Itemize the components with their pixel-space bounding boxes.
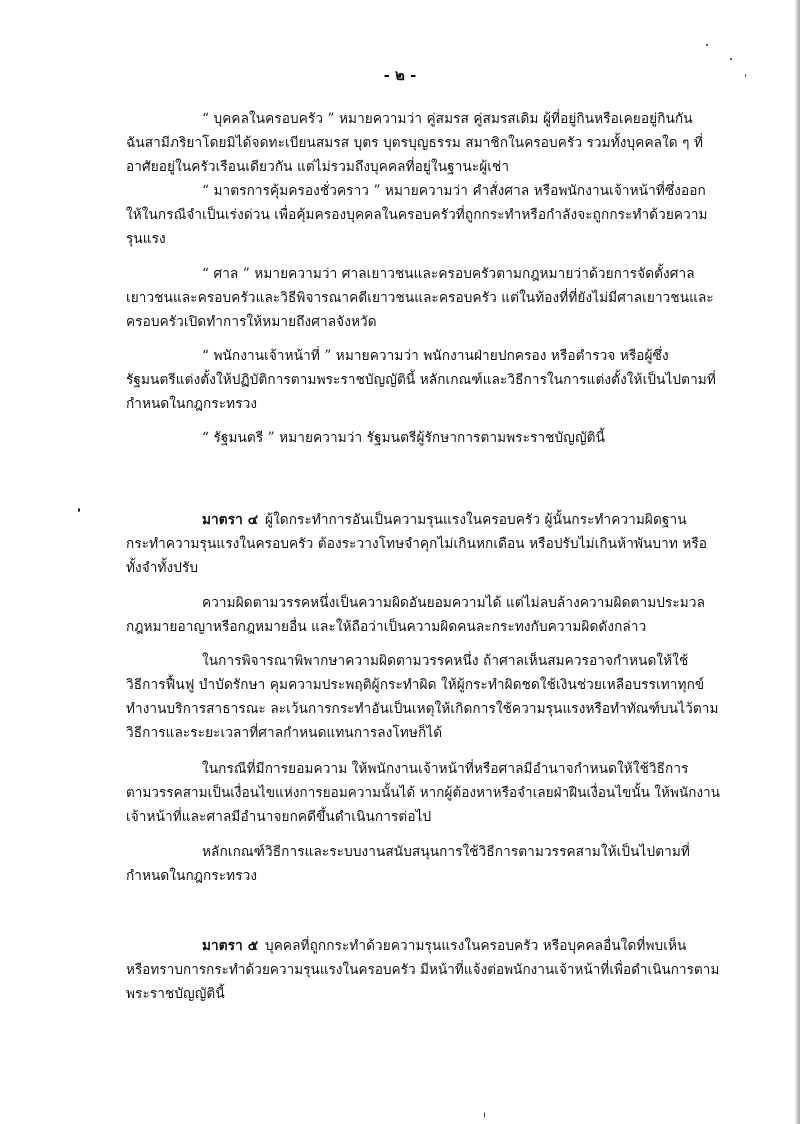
scan-speck (78, 508, 80, 512)
text-line: ตามวรรคสามเป็นเงื่อนไขแห่งการยอมความนั้นได้ หากผู้ต้องหาหรือจำเลยฝ่าฝืนเงื่อนไขนั้น ให้พนักงาน (126, 785, 721, 801)
text-line: “ ศาล ” หมายความว่า ศาลเยาวชนและครอบครัวตามกฎหมายว่าด้วยการจัดตั้งศาล (202, 266, 695, 282)
scan-speck (730, 58, 732, 60)
text-line: ในการพิจารณาพิพากษาความผิดตามวรรคหนึ่ง ถ้าศาลเห็นสมควรอาจกำหนดให้ใช้ (202, 653, 689, 669)
text-line: “ รัฐมนตรี ” หมายความว่า รัฐมนตรีผู้รักษาการตามพระราชบัญญัตินี้ (202, 430, 605, 446)
text-line: พระราชบัญญัตินี้ (126, 986, 225, 1002)
text-line: วิธีการและระยะเวลาที่ศาลกำหนดแทนการลงโทษก็ได้ (126, 725, 443, 741)
scan-edge-shadow (794, 0, 800, 1124)
page-number: - ๒ - (383, 66, 417, 84)
text-line: ผู้ใดกระทำการอันเป็นความรุนแรงในครอบครัว ผู้นั้นกระทำความผิดฐาน (265, 512, 687, 528)
text-line: ฉันสามีภริยาโดยมิได้จดทะเบียนสมรส บุตร บุตรบุญธรรม สมาชิกในครอบครัว รวมทั้งบุคคลใด ๆ ที่ (126, 135, 704, 151)
text-line: “ พนักงานเจ้าหน้าที่ ” หมายความว่า พนักงานฝ่ายปกครอง หรือตำรวจ หรือผู้ซึ่ง (202, 348, 669, 364)
section-heading: มาตรา ๔ (202, 512, 259, 528)
text-line: ให้ในกรณีจำเป็นเร่งด่วน เพื่อคุ้มครองบุคคลในครอบครัวที่ถูกกระทำหรือกำลังจะถูกกระทำด้วยความ (126, 207, 708, 223)
text-line: หรือทราบการกระทำด้วยความรุนแรงในครอบครัว มีหน้าที่แจ้งต่อพนักงานเจ้าหน้าที่เพื่อดำเนินการตาม (126, 962, 720, 978)
scan-speck (706, 44, 708, 46)
text-line: วิธีการฟื้นฟู บำบัดรักษา คุมความประพฤติผู้กระทำผิด ให้ผู้กระทำผิดชดใช้เงินช่วยเหลือบรรเทาทุกข์ (126, 677, 705, 693)
text-line: ในกรณีที่มีการยอมความ ให้พนักงานเจ้าหน้าที่หรือศาลมีอำนาจกำหนดให้ใช้วิธีการ (202, 761, 689, 777)
text-line: ทำงานบริการสาธารณะ ละเว้นการกระทำอันเป็นเหตุให้เกิดการใช้ความรุนแรงหรือทำทัณฑ์บนไว้ตาม (126, 701, 719, 717)
text-line: “ บุคคลในครอบครัว ” หมายความว่า คู่สมรส คู่สมรสเดิม ผู้ที่อยู่กินหรือเคยอยู่กินกัน (202, 111, 693, 127)
text-line: “ มาตรการคุ้มครองชั่วคราว ” หมายความว่า คำสั่งศาล หรือพนักงานเจ้าหน้าที่ซึ่งออก (202, 183, 706, 199)
section-heading: มาตรา ๕ (202, 938, 259, 954)
text-line: ทั้งจำทั้งปรับ (126, 560, 199, 576)
text-line: รัฐมนตรีแต่งตั้งให้ปฏิบัติการตามพระราชบัญญัตินี้ หลักเกณฑ์และวิธีการในการแต่งตั้งให้เป็นไปตามที่ (126, 372, 716, 388)
text-line: รุนแรง (126, 231, 166, 247)
scan-speck (484, 1112, 485, 1118)
text-line: เยาวชนและครอบครัวและวิธีพิจารณาคดีเยาวชนและครอบครัว แต่ในท้องที่ที่ยังไม่มีศาลเยาวชนและ (126, 290, 714, 306)
text-line: หลักเกณฑ์วิธีการและระบบงานสนับสนุนการใช้วิธีการตามวรรคสามให้เป็นไปตามที่ (202, 844, 690, 860)
text-line: กฎหมายอาญาหรือกฎหมายอื่น และให้ถือว่าเป็นความผิดคนละกระทงกับความผิดดังกล่าว (126, 619, 647, 635)
text-line: อาศัยอยู่ในครัวเรือนเดียวกัน แต่ไม่รวมถึงบุคคลที่อยู่ในฐานะผู้เช่า (126, 159, 510, 175)
text-line: ครอบครัวเปิดทำการให้หมายถึงศาลจังหวัด (126, 314, 377, 330)
text-line: บุคคลที่ถูกกระทำด้วยความรุนแรงในครอบครัว หรือบุคคลอื่นใดที่พบเห็น (265, 938, 687, 954)
text-line: กำหนดในกฎกระทรวง (126, 868, 258, 884)
text-line: กำหนดในกฎกระทรวง (126, 396, 258, 412)
text-line: กระทำความรุนแรงในครอบครัว ต้องระวางโทษจำคุกไม่เกินหกเดือน หรือปรับไม่เกินห้าพันบาท หรือ (126, 536, 708, 552)
text-line: เจ้าหน้าที่และศาลมีอำนาจยกคดีขึ้นดำเนินการต่อไป (126, 809, 432, 825)
text-line: ความผิดตามวรรคหนึ่งเป็นความผิดอันยอมความได้ แต่ไม่ลบล้างความผิดตามประมวล (202, 595, 706, 611)
